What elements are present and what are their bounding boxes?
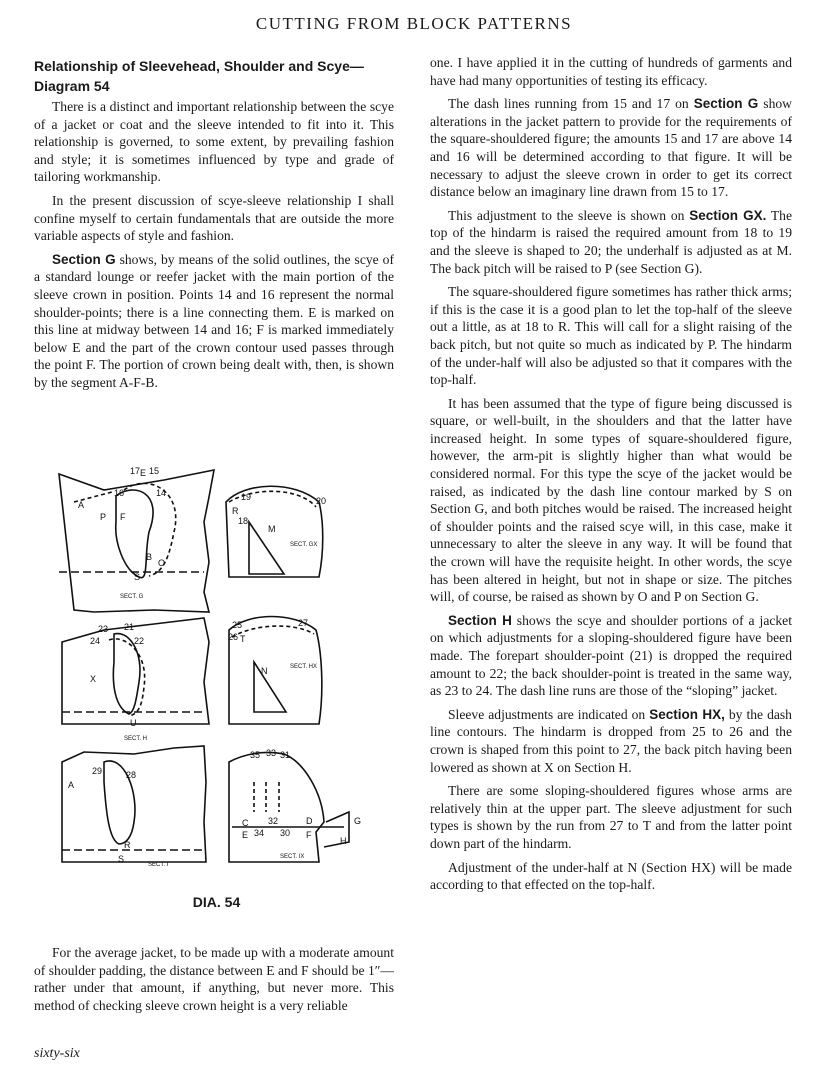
paragraph: There are some sloping-shouldered figures whose arms are relatively thin at the upper part. The sleeve adjustment for such types is shown by the run from 27 to T and from the latter point down part of the hindarm.	[430, 783, 792, 851]
paragraph: In the present discussion of scye-sleeve relationship I shall confine myself to certain fundamentals that are outside the more variable aspects of style and fashion.	[34, 192, 394, 244]
paragraph-text: show alterations in the jacket pattern to provide for the requirements of the square-shouldered figure; the amounts 15 and 17 are above 14 and 16 will be determined according to that figure. It will be necessary to adjust the sleeve crown in order to get its correct distance below an imaginary line drawn from 15 to 17.	[430, 96, 792, 200]
label-30: 30	[280, 828, 291, 838]
paragraph: one. I have applied it in the cutting of hundreds of garments and have had many opportunities of testing its efficacy.	[430, 55, 792, 88]
label-d: D	[306, 816, 313, 826]
paragraph-text: shows the scye and shoulder portions of a jacket on which adjustments for a sloping-shouldered figure have been made. The forepart shoulder-point (21) is dropped the required amount to 22; the back shoulder-point is treated in the same way, as 23 to 24. The dash line runs are those of the “sloping” jacket.	[430, 612, 792, 699]
label-27: 27	[298, 618, 309, 628]
label-23: 23	[98, 624, 109, 634]
paragraph-text: by the dash line contours. The hindarm is dropped from 25 to 26 and the crown is shaped from this point to 27, the back pitch having been lowered as shown at X on Section H.	[430, 706, 792, 775]
bold-term: Section H	[448, 612, 512, 628]
label-r: R	[232, 506, 239, 516]
paragraph: There is a distinct and important relationship between the scye of a jacket or coat and the sleeve intended to fit into it. This relationship is governed, to some extent, by prevailing fashion and style; it is sometimes influenced by type and grade of tailoring workmanship.	[34, 99, 394, 185]
paragraph	[430, 706, 792, 776]
left-column-continued	[34, 944, 394, 1020]
left-column	[34, 56, 394, 398]
label-g: G	[354, 816, 362, 826]
label-31: 31	[280, 750, 291, 760]
label-sect-g: SECT. G	[120, 594, 144, 600]
heading-line-1: Relationship of Sleevehead, Shoulder and Scye—	[34, 58, 364, 74]
paragraph-text: Sleeve adjustments are indicated on	[448, 706, 650, 722]
label-x: X	[90, 674, 97, 684]
label-21: 21	[124, 622, 135, 632]
label-a-i: A	[68, 780, 75, 790]
label-26: 26	[228, 632, 239, 642]
bold-term: Section G	[52, 251, 116, 267]
label-a: A	[78, 500, 85, 510]
paragraph	[430, 207, 792, 277]
running-head: CUTTING FROM BLOCK PATTERNS	[255, 14, 573, 33]
label-f-ix: F	[306, 830, 312, 840]
label-p: P	[100, 512, 107, 522]
label-sect-i: SECT. I	[148, 862, 169, 868]
label-32: 32	[268, 816, 279, 826]
label-16: 16	[114, 488, 125, 498]
label-s-i: S	[118, 854, 125, 864]
paragraph	[34, 251, 394, 392]
label-t: T	[240, 634, 246, 644]
paragraph-text: This adjustment to the sleeve is shown on	[448, 207, 690, 223]
heading-line-2: Diagram 54	[34, 78, 110, 94]
section-heading	[34, 56, 394, 96]
label-18: 18	[238, 516, 249, 526]
figure-caption: DIA. 54	[192, 894, 241, 910]
paragraph	[430, 612, 792, 700]
label-sect-gx: SECT. GX	[290, 542, 318, 548]
section-hx-outline	[229, 617, 322, 725]
right-column	[430, 54, 792, 900]
label-h: H	[340, 836, 347, 846]
diagram-54	[54, 462, 379, 882]
paragraph-text: The top of the hindarm is raised the required amount from 18 to 19 and the sleeve is shaped to 20; the underhalf is adjusted as at M. The back pitch will be raised to P (see Section G).	[430, 207, 792, 276]
label-33: 33	[266, 748, 277, 758]
label-25: 25	[232, 620, 243, 630]
paragraph: Adjustment of the under-half at N (Section HX) will be made according to that effected on the top-half.	[430, 859, 792, 893]
section-g-scye	[116, 490, 153, 578]
label-29: 29	[92, 766, 103, 776]
bold-term: Section GX.	[689, 207, 767, 223]
paragraph: For the average jacket, to be made up with a moderate amount of shoulder padding, the distance between E and F should be 1″—rather under that amount, if anything, but never more. This method of checking sleeve crown height is a very reliable	[34, 945, 394, 1013]
label-b: B	[146, 552, 153, 562]
section-g-outline	[59, 470, 214, 612]
label-e-ix: E	[242, 830, 249, 840]
label-34: 34	[254, 828, 265, 838]
label-sect-hx: SECT. HX	[290, 664, 318, 670]
paragraph	[430, 95, 792, 201]
label-24: 24	[90, 636, 101, 646]
label-17: 17	[130, 466, 141, 476]
label-c: C	[242, 818, 249, 828]
label-f: F	[120, 512, 126, 522]
bold-term: Section G	[693, 96, 759, 112]
label-19: 19	[241, 492, 252, 502]
paragraph-text: shows, by means of the solid outlines, the scye of a standard lounge or reefer jacket with the main portion of the sleeve crown in position. Points 14 and 16 represent the normal shoulder-points; there is a line connecting them. E is marked on this line at midway between 14 and 16; F is marked immediately below E and the part of the crown contour used passes through the point F. The portion of crown being dealt with, then, is shown by the segment A-F-B.	[34, 251, 394, 390]
label-s: S	[134, 572, 141, 582]
label-r-i: R	[124, 840, 131, 850]
label-e: E	[140, 468, 147, 478]
label-sect-ix: SECT. IX	[280, 854, 305, 860]
paragraph: The square-shouldered figure sometimes has rather thick arms; if this is the case it is a good plan to let the top-half of the sleeve out a little, as at 18 to R. This will call for a slight raising of the back pitch, but not quite so much as indicated by P. The hindarm of the under-half will also be adjusted so that it compares with the top-half.	[430, 284, 792, 388]
section-h-outline	[62, 618, 209, 724]
label-n: N	[261, 666, 268, 676]
label-22: 22	[134, 636, 145, 646]
label-m: M	[268, 524, 276, 534]
label-35: 35	[250, 750, 261, 760]
label-15: 15	[149, 466, 160, 476]
label-o: O	[158, 558, 166, 568]
paragraph-text: The dash lines running from 15 and 17 on	[448, 96, 694, 112]
page-number: sixty-six	[34, 1046, 80, 1061]
section-ix-outline	[229, 752, 324, 862]
bold-term: Section HX,	[649, 706, 725, 722]
label-28: 28	[126, 770, 137, 780]
label-sect-h: SECT. H	[124, 736, 148, 742]
paragraph: It has been assumed that the type of figure being discussed is square, or well-built, in the shoulders and that the latter have increased height. In some types of square-shouldered figure, however, the arm-pit is slightly higher than what would be considered normal. For this type the scye of the jacket would be raised, as indicated by the dash line contour marked by S on Section G, and both pitches would be raised. The increased height of shoulder points and the raised scye will, in this case, make it unnecessary to alter the sleeve in any way. It will be found that the crown will have the requisite height. In other words, the scye has been altered in height, but not in shape or size. The pitches will, of course, be raised as shown by O and P on Section G.	[430, 395, 792, 605]
label-20: 20	[316, 496, 327, 506]
label-u: U	[130, 718, 137, 728]
label-14: 14	[156, 488, 167, 498]
